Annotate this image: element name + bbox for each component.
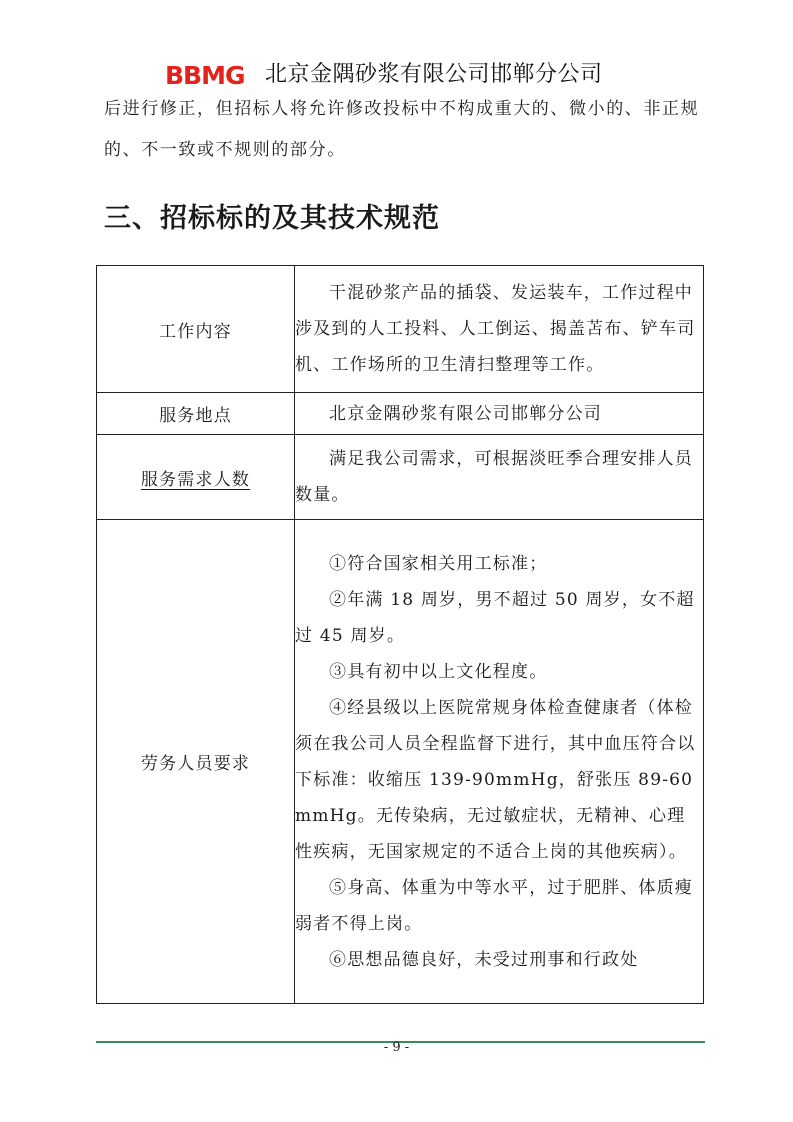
row-label-service-location: 服务地点 <box>97 393 295 435</box>
intro-line-1: 后进行修正，但招标人将允许修改投标中不构成重大的、微小的、非正规 <box>104 99 700 119</box>
section-title: 三、招标标的及其技术规范 <box>104 203 440 234</box>
page-number: - 9 - <box>383 1040 410 1055</box>
intro-line-2: 的、不一致或不规则的部分。 <box>104 140 346 160</box>
row-content-work-content: 干混砂浆产品的插袋、发运装车，工作过程中涉及到的人工投料、人工倒运、揭盖苫布、铲车司机、工作场所的卫生清扫整理等工作。 <box>295 266 704 393</box>
table-row <box>97 393 704 435</box>
requirement-item: ③具有初中以上文化程度。 <box>329 661 548 682</box>
table-row <box>97 435 704 520</box>
row-content-worker-requirements <box>295 520 704 1004</box>
logo-text: BBMG <box>165 61 245 90</box>
row-label-worker-requirements: 劳务人员要求 <box>97 520 295 1004</box>
requirement-item: ①符合国家相关用工标准； <box>329 553 548 574</box>
row-label-headcount: 服务需求人数 <box>97 435 295 520</box>
row-content-headcount: 满足我公司需求，可根据淡旺季合理安排人员数量。 <box>295 435 704 520</box>
spec-table <box>96 265 704 1004</box>
requirement-item: ④经县级以上医院常规身体检查健康者（体检须在我公司人员全程监督下进行，其中血压符合以下标准：收缩压 139-90mmHg，舒张压 89-60 mmHg。无传染病，无过敏症状，无精神、心理性疾病，无国家规定的不适合上岗的其他疾病）。 <box>295 697 696 862</box>
row-content-service-location: 北京金隅砂浆有限公司邯郸分公司 <box>295 393 704 435</box>
row-label-work-content: 工作内容 <box>97 266 295 393</box>
table-row <box>97 266 704 393</box>
page-header <box>163 52 603 92</box>
table-row <box>97 520 704 1004</box>
requirement-item: ②年满 18 周岁，男不超过 50 周岁，女不超过 45 周岁。 <box>295 589 695 646</box>
requirement-item: ⑤身高、体重为中等水平，过于肥胖、体质瘦弱者不得上岗。 <box>295 877 693 934</box>
company-name: 北京金隅砂浆有限公司邯郸分公司 <box>265 61 603 87</box>
requirement-item: ⑥思想品德良好，未受过刑事和行政处 <box>329 949 639 970</box>
bbmg-logo <box>163 52 263 92</box>
